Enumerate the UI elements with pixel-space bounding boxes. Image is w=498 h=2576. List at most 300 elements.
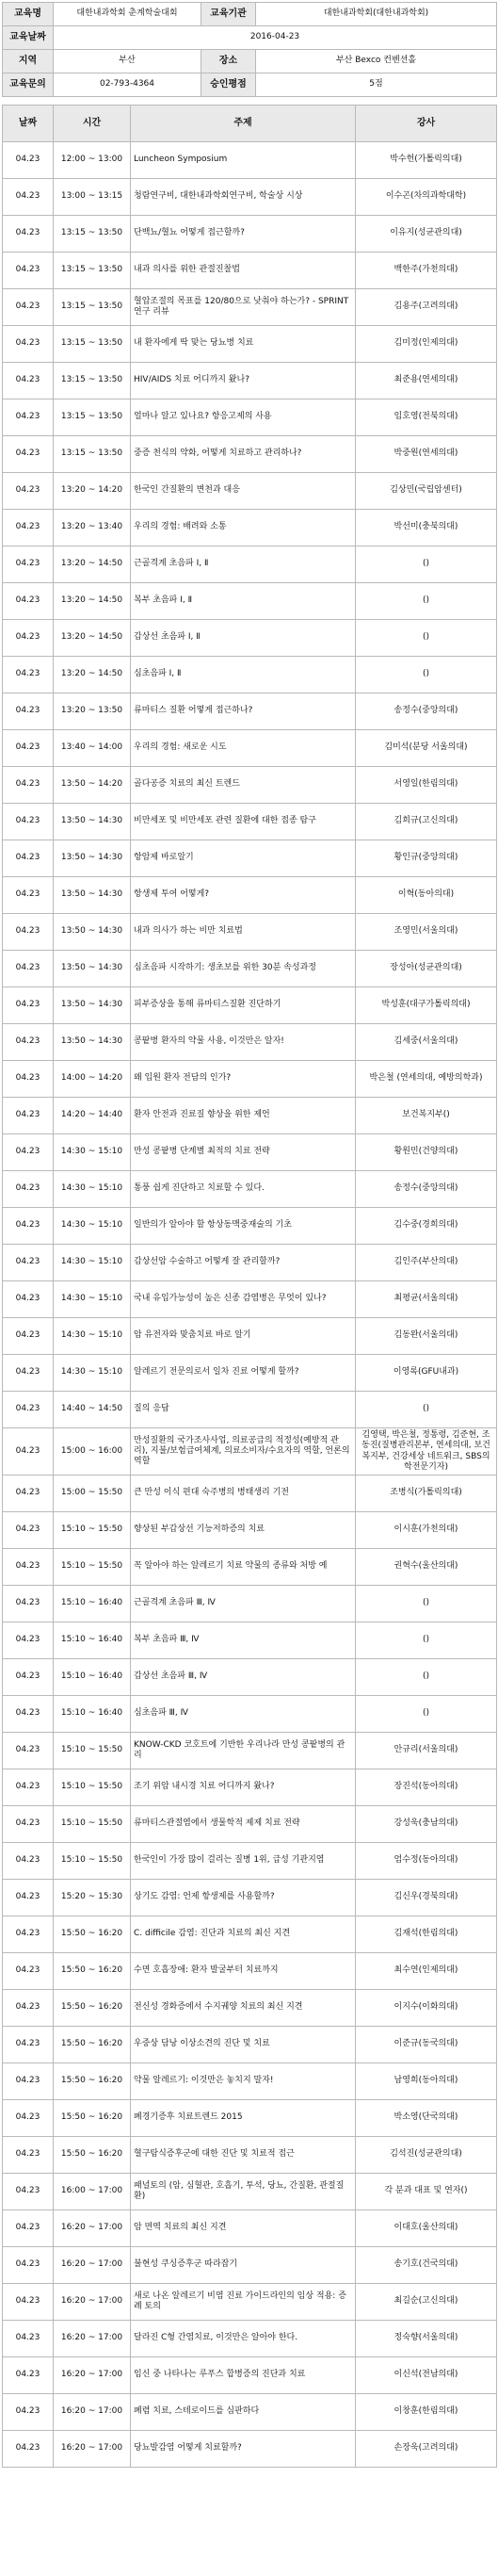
cell-time: 13:20 ~ 14:50 bbox=[54, 620, 131, 657]
cell-topic: 임신 중 나타나는 루푸스 합병증의 진단과 치료 bbox=[131, 2357, 356, 2394]
cell-date: 04.23 bbox=[3, 2100, 54, 2137]
table-row bbox=[3, 1916, 497, 1953]
table-row bbox=[3, 179, 497, 216]
table-row bbox=[3, 2247, 497, 2284]
cell-date: 04.23 bbox=[3, 1171, 54, 1208]
cell-date: 04.23 bbox=[3, 436, 54, 473]
cell-date: 04.23 bbox=[3, 1733, 54, 1769]
table-row bbox=[3, 289, 497, 326]
cell-lecturer: 조병식(가톨릭의대) bbox=[356, 1475, 497, 1512]
cell-lecturer: () bbox=[356, 546, 497, 583]
cell-date: 04.23 bbox=[3, 326, 54, 363]
cell-lecturer: 이신석(전남의대) bbox=[356, 2357, 497, 2394]
cell-lecturer: 이대호(울산의대) bbox=[356, 2210, 497, 2247]
table-row bbox=[3, 2357, 497, 2394]
cell-topic: 단백뇨/혈뇨 어떻게 접근할까? bbox=[131, 216, 356, 253]
cell-topic: KNOW-CKD 코호트에 기반한 우리나라 만성 콩팥병의 관리 bbox=[131, 1733, 356, 1769]
cell-time: 16:20 ~ 17:00 bbox=[54, 2247, 131, 2284]
cell-topic: 알레르기 전문의로서 일차 진료 어떻게 할까? bbox=[131, 1355, 356, 1392]
cell-topic: Luncheon Symposium bbox=[131, 142, 356, 179]
cell-lecturer: 김동완(서울의대) bbox=[356, 1318, 497, 1355]
cell-date: 04.23 bbox=[3, 253, 54, 289]
cell-time: 13:50 ~ 14:30 bbox=[54, 1024, 131, 1061]
cell-time: 15:00 ~ 16:00 bbox=[54, 1428, 131, 1475]
table-row bbox=[3, 657, 497, 693]
cell-date: 04.23 bbox=[3, 2394, 54, 2431]
cell-topic: 상기도 감염: 언제 항생제를 사용할까? bbox=[131, 1880, 356, 1916]
cell-date: 04.23 bbox=[3, 1769, 54, 1806]
cell-date: 04.23 bbox=[3, 1061, 54, 1098]
cell-date: 04.23 bbox=[3, 1208, 54, 1245]
table-row bbox=[3, 583, 497, 620]
cell-lecturer: () bbox=[356, 583, 497, 620]
cell-time: 15:10 ~ 15:50 bbox=[54, 1769, 131, 1806]
cell-date: 04.23 bbox=[3, 914, 54, 951]
contact-label: 교육문의 bbox=[3, 73, 54, 97]
cell-time: 16:20 ~ 17:00 bbox=[54, 2431, 131, 2468]
header-topic: 주제 bbox=[131, 106, 356, 142]
cell-lecturer: 김신우(경북의대) bbox=[356, 1880, 497, 1916]
cell-topic: 류마티스 질환 어떻게 접근하나? bbox=[131, 693, 356, 730]
cell-topic: 내 환자에게 딱 맞는 당뇨병 치료 bbox=[131, 326, 356, 363]
table-row bbox=[3, 840, 497, 877]
cell-lecturer: 이수곤(차의과학대학) bbox=[356, 179, 497, 216]
table-row bbox=[3, 1428, 497, 1475]
cell-topic: 환자 안전과 진료질 향상을 위한 제언 bbox=[131, 1098, 356, 1134]
cell-date: 04.23 bbox=[3, 2137, 54, 2174]
cell-time: 16:20 ~ 17:00 bbox=[54, 2321, 131, 2357]
cell-topic: 류마티스관절염에서 생물학적 제제 치료 전략 bbox=[131, 1806, 356, 1843]
cell-lecturer: 정숙향(서울의대) bbox=[356, 2321, 497, 2357]
cell-date: 04.23 bbox=[3, 2321, 54, 2357]
table-row bbox=[3, 510, 497, 546]
cell-topic: 만성 콩팥병 단계별 최적의 치료 전략 bbox=[131, 1134, 356, 1171]
table-row bbox=[3, 2100, 497, 2137]
cell-date: 04.23 bbox=[3, 1843, 54, 1880]
table-row bbox=[3, 1024, 497, 1061]
cell-topic: 비만세포 및 비만세포 관련 질환에 대한 접종 탐구 bbox=[131, 804, 356, 840]
cell-topic: 우리의 경험: 배려와 소통 bbox=[131, 510, 356, 546]
table-row bbox=[3, 2284, 497, 2321]
cell-time: 15:10 ~ 15:50 bbox=[54, 1733, 131, 1769]
spacer bbox=[2, 97, 496, 105]
schedule-body bbox=[3, 142, 497, 2468]
cell-time: 16:20 ~ 17:00 bbox=[54, 2357, 131, 2394]
cell-date: 04.23 bbox=[3, 2027, 54, 2063]
cell-topic: 수면 호흡장애: 환자 발굴부터 치료까지 bbox=[131, 1953, 356, 1990]
cell-date: 04.23 bbox=[3, 179, 54, 216]
cell-date: 04.23 bbox=[3, 546, 54, 583]
cell-lecturer: 이유지(성균관의대) bbox=[356, 216, 497, 253]
cell-date: 04.23 bbox=[3, 1281, 54, 1318]
cell-topic: 암 유전자와 맞춤치료 바로 알기 bbox=[131, 1318, 356, 1355]
cell-date: 04.23 bbox=[3, 1355, 54, 1392]
cell-topic: HIV/AIDS 치료 어디까지 왔나? bbox=[131, 363, 356, 399]
cell-lecturer: 송정수(중앙의대) bbox=[356, 1171, 497, 1208]
credit-label: 승인평점 bbox=[201, 73, 256, 97]
cell-date: 04.23 bbox=[3, 583, 54, 620]
table-row bbox=[3, 436, 497, 473]
cell-lecturer: 이지수(이화의대) bbox=[356, 1990, 497, 2027]
cell-topic: 갑상선 초음파 Ⅰ, Ⅱ bbox=[131, 620, 356, 657]
cell-topic: 심초음파 Ⅰ, Ⅱ bbox=[131, 657, 356, 693]
cell-lecturer: 김재석(한림의대) bbox=[356, 1916, 497, 1953]
cell-lecturer: 김미정(인제의대) bbox=[356, 326, 497, 363]
table-row bbox=[3, 730, 497, 767]
cell-time: 15:10 ~ 16:40 bbox=[54, 1659, 131, 1696]
table-row bbox=[3, 620, 497, 657]
cell-time: 14:20 ~ 14:40 bbox=[54, 1098, 131, 1134]
table-row bbox=[3, 1733, 497, 1769]
cell-lecturer: 김석진(성균관의대) bbox=[356, 2137, 497, 2174]
cell-date: 04.23 bbox=[3, 2063, 54, 2100]
cell-date: 04.23 bbox=[3, 1990, 54, 2027]
cell-date: 04.23 bbox=[3, 510, 54, 546]
cell-time: 13:50 ~ 14:30 bbox=[54, 804, 131, 840]
table-row bbox=[3, 1953, 497, 1990]
cell-date: 04.23 bbox=[3, 1245, 54, 1281]
cell-date: 04.23 bbox=[3, 1916, 54, 1953]
cell-time: 14:30 ~ 15:10 bbox=[54, 1281, 131, 1318]
cell-date: 04.23 bbox=[3, 1696, 54, 1733]
cell-time: 13:50 ~ 14:30 bbox=[54, 987, 131, 1024]
cell-time: 13:15 ~ 13:50 bbox=[54, 399, 131, 436]
table-row bbox=[3, 987, 497, 1024]
table-row bbox=[3, 1990, 497, 2027]
cell-topic: 청람연구비, 대한내과학회연구비, 학술상 시상 bbox=[131, 179, 356, 216]
cell-topic: C. difficile 감염: 진단과 치료의 최신 지견 bbox=[131, 1916, 356, 1953]
cell-date: 04.23 bbox=[3, 216, 54, 253]
cell-date: 04.23 bbox=[3, 2431, 54, 2468]
course-info-table bbox=[2, 2, 497, 97]
cell-topic: 전신성 경화증에서 수지궤양 치료의 최신 지견 bbox=[131, 1990, 356, 2027]
cell-lecturer: 조영민(서울의대) bbox=[356, 914, 497, 951]
cell-date: 04.23 bbox=[3, 2247, 54, 2284]
table-row bbox=[3, 363, 497, 399]
cell-topic: 통풍 쉽게 진단하고 치료할 수 있다. bbox=[131, 1171, 356, 1208]
schedule-table bbox=[2, 105, 497, 2468]
cell-lecturer: 송정수(중앙의대) bbox=[356, 693, 497, 730]
cell-time: 13:20 ~ 14:50 bbox=[54, 583, 131, 620]
cell-time: 15:50 ~ 16:20 bbox=[54, 2063, 131, 2100]
cell-date: 04.23 bbox=[3, 1318, 54, 1355]
table-row bbox=[3, 1586, 497, 1622]
cell-date: 04.23 bbox=[3, 730, 54, 767]
date-value: 2016-04-23 bbox=[54, 26, 497, 50]
cell-topic: 근골격계 초음파 Ⅲ, Ⅳ bbox=[131, 1586, 356, 1622]
schedule-header-row bbox=[3, 106, 497, 142]
cell-time: 13:50 ~ 14:30 bbox=[54, 877, 131, 914]
cell-time: 13:20 ~ 13:40 bbox=[54, 510, 131, 546]
cell-topic: 폐경기증후 치료트렌드 2015 bbox=[131, 2100, 356, 2137]
cell-lecturer: 이창훈(한림의대) bbox=[356, 2394, 497, 2431]
cell-lecturer: 최평균(서울의대) bbox=[356, 1281, 497, 1318]
cell-topic: 조기 위암 내시경 치료 어디까지 왔나? bbox=[131, 1769, 356, 1806]
table-row bbox=[3, 1245, 497, 1281]
table-row bbox=[3, 2394, 497, 2431]
table-row bbox=[3, 1475, 497, 1512]
table-row bbox=[3, 1098, 497, 1134]
cell-topic: 항암제 바로알기 bbox=[131, 840, 356, 877]
cell-lecturer: 김상민(국립암센터) bbox=[356, 473, 497, 510]
cell-topic: 일반의가 알아야 할 항상동맥중재술의 기초 bbox=[131, 1208, 356, 1245]
cell-date: 04.23 bbox=[3, 951, 54, 987]
cell-time: 13:15 ~ 13:50 bbox=[54, 253, 131, 289]
cell-date: 04.23 bbox=[3, 1392, 54, 1428]
cell-time: 15:50 ~ 16:20 bbox=[54, 1916, 131, 1953]
table-row bbox=[3, 2174, 497, 2210]
cell-date: 04.23 bbox=[3, 473, 54, 510]
cell-topic: 복부 초음파 Ⅰ, Ⅱ bbox=[131, 583, 356, 620]
table-row bbox=[3, 1134, 497, 1171]
cell-date: 04.23 bbox=[3, 289, 54, 326]
cell-time: 13:15 ~ 13:50 bbox=[54, 216, 131, 253]
cell-topic: 중증 천식의 약화, 어떻게 치료하고 관리하나? bbox=[131, 436, 356, 473]
table-row bbox=[3, 693, 497, 730]
cell-time: 14:30 ~ 15:10 bbox=[54, 1171, 131, 1208]
cell-lecturer: 박은철 (연세의대, 예방의학과) bbox=[356, 1061, 497, 1098]
table-row bbox=[3, 399, 497, 436]
cell-time: 14:30 ~ 15:10 bbox=[54, 1208, 131, 1245]
cell-topic: 우리의 경험: 새로운 시도 bbox=[131, 730, 356, 767]
cell-lecturer: () bbox=[356, 1586, 497, 1622]
cell-topic: 국내 유입가능성이 높은 신종 감염병은 무엇이 있나? bbox=[131, 1281, 356, 1318]
table-row bbox=[3, 1318, 497, 1355]
cell-time: 15:10 ~ 15:50 bbox=[54, 1806, 131, 1843]
cell-topic: 골다공증 치료의 최신 트렌드 bbox=[131, 767, 356, 804]
cell-topic: 혈압조절의 목표를 120/80으로 낮춰야 하는가? - SPRINT 연구 리뷰 bbox=[131, 289, 356, 326]
cell-time: 16:20 ~ 17:00 bbox=[54, 2284, 131, 2321]
cell-time: 15:10 ~ 15:50 bbox=[54, 1512, 131, 1549]
cell-lecturer: 박소영(단국의대) bbox=[356, 2100, 497, 2137]
cell-time: 15:10 ~ 16:40 bbox=[54, 1586, 131, 1622]
credit-value: 5점 bbox=[256, 73, 497, 97]
cell-topic: 항생제 투여 어떻게? bbox=[131, 877, 356, 914]
cell-topic: 꼭 알아야 하는 알레르기 치료 약물의 종류와 처방 예 bbox=[131, 1549, 356, 1586]
table-row bbox=[3, 2137, 497, 2174]
cell-date: 04.23 bbox=[3, 1659, 54, 1696]
page bbox=[2, 2, 496, 2468]
course-name-value: 대한내과학회 춘계학술대회 bbox=[54, 3, 201, 26]
cell-time: 14:30 ~ 15:10 bbox=[54, 1318, 131, 1355]
table-row bbox=[3, 253, 497, 289]
cell-lecturer: () bbox=[356, 1392, 497, 1428]
cell-time: 13:50 ~ 14:20 bbox=[54, 767, 131, 804]
cell-date: 04.23 bbox=[3, 363, 54, 399]
cell-time: 15:10 ~ 16:40 bbox=[54, 1622, 131, 1659]
table-row bbox=[3, 951, 497, 987]
cell-topic: 당뇨발감염 어떻게 치료할까? bbox=[131, 2431, 356, 2468]
table-row bbox=[3, 1171, 497, 1208]
table-row bbox=[3, 546, 497, 583]
cell-lecturer: 김수중(경희의대) bbox=[356, 1208, 497, 1245]
cell-lecturer: 김인주(부산의대) bbox=[356, 1245, 497, 1281]
cell-topic: 내과 의사를 위한 관절진찰법 bbox=[131, 253, 356, 289]
cell-date: 04.23 bbox=[3, 1512, 54, 1549]
table-row bbox=[3, 1281, 497, 1318]
cell-topic: 달라진 C형 간염치료, 이것만은 알아야 한다. bbox=[131, 2321, 356, 2357]
cell-lecturer: 각 분과 대표 및 연자() bbox=[356, 2174, 497, 2210]
cell-time: 13:20 ~ 14:50 bbox=[54, 657, 131, 693]
cell-time: 16:00 ~ 17:00 bbox=[54, 2174, 131, 2210]
cell-time: 13:15 ~ 13:50 bbox=[54, 436, 131, 473]
cell-time: 15:50 ~ 16:20 bbox=[54, 1990, 131, 2027]
cell-lecturer: 최길순(고신의대) bbox=[356, 2284, 497, 2321]
course-name-label: 교육명 bbox=[3, 3, 54, 26]
cell-date: 04.23 bbox=[3, 840, 54, 877]
cell-date: 04.23 bbox=[3, 2357, 54, 2394]
cell-date: 04.23 bbox=[3, 1953, 54, 1990]
cell-time: 13:40 ~ 14:00 bbox=[54, 730, 131, 767]
cell-time: 13:15 ~ 13:50 bbox=[54, 326, 131, 363]
cell-lecturer: 안규리(서울의대) bbox=[356, 1733, 497, 1769]
table-row bbox=[3, 2027, 497, 2063]
cell-lecturer: 권혁수(울산의대) bbox=[356, 1549, 497, 1586]
cell-topic: 심초음파 Ⅲ, Ⅳ bbox=[131, 1696, 356, 1733]
date-label: 교육날짜 bbox=[3, 26, 54, 50]
cell-time: 14:30 ~ 15:10 bbox=[54, 1355, 131, 1392]
info-row-region bbox=[3, 50, 497, 73]
table-row bbox=[3, 1843, 497, 1880]
cell-date: 04.23 bbox=[3, 1098, 54, 1134]
cell-time: 16:20 ~ 17:00 bbox=[54, 2394, 131, 2431]
cell-lecturer: 보건복지부() bbox=[356, 1098, 497, 1134]
cell-topic: 얼마나 알고 있나요? 항응고제의 사용 bbox=[131, 399, 356, 436]
cell-topic: 암 면역 치료의 최신 지견 bbox=[131, 2210, 356, 2247]
cell-topic: 만성질환의 국가조사사업, 의료공급의 적정성(예방적 관리), 지불/보험급여체계, 의료소비자/수요자의 역할, 언론의 역할 bbox=[131, 1428, 356, 1475]
info-row-contact bbox=[3, 73, 497, 97]
cell-date: 04.23 bbox=[3, 399, 54, 436]
header-date: 날짜 bbox=[3, 106, 54, 142]
table-row bbox=[3, 2210, 497, 2247]
cell-time: 15:50 ~ 16:20 bbox=[54, 2027, 131, 2063]
cell-time: 14:00 ~ 14:20 bbox=[54, 1061, 131, 1098]
table-row bbox=[3, 1622, 497, 1659]
cell-topic: 질의 응답 bbox=[131, 1392, 356, 1428]
table-row bbox=[3, 1208, 497, 1245]
cell-time: 15:20 ~ 15:30 bbox=[54, 1880, 131, 1916]
cell-topic: 우중상 담낭 이상소견의 진단 및 치료 bbox=[131, 2027, 356, 2063]
cell-date: 04.23 bbox=[3, 1549, 54, 1586]
cell-lecturer: 장진석(동아의대) bbox=[356, 1769, 497, 1806]
info-row-name bbox=[3, 3, 497, 26]
cell-date: 04.23 bbox=[3, 1586, 54, 1622]
cell-lecturer: 황원민(건양의대) bbox=[356, 1134, 497, 1171]
table-row bbox=[3, 804, 497, 840]
cell-date: 04.23 bbox=[3, 2210, 54, 2247]
region-value: 부산 bbox=[54, 50, 201, 73]
cell-lecturer: 김용주(고려의대) bbox=[356, 289, 497, 326]
cell-lecturer: 박수헌(가톨릭의대) bbox=[356, 142, 497, 179]
table-row bbox=[3, 2063, 497, 2100]
table-row bbox=[3, 1512, 497, 1549]
table-row bbox=[3, 914, 497, 951]
cell-time: 16:20 ~ 17:00 bbox=[54, 2210, 131, 2247]
cell-time: 14:30 ~ 15:10 bbox=[54, 1134, 131, 1171]
table-row bbox=[3, 1061, 497, 1098]
table-row bbox=[3, 1880, 497, 1916]
cell-topic: 혈구탐식증후군에 대한 진단 및 치료적 접근 bbox=[131, 2137, 356, 2174]
cell-lecturer: () bbox=[356, 657, 497, 693]
cell-date: 04.23 bbox=[3, 877, 54, 914]
cell-topic: 큰 만성 이식 편대 숙주병의 병태생리 기전 bbox=[131, 1475, 356, 1512]
contact-value: 02-793-4364 bbox=[54, 73, 201, 97]
cell-topic: 왜 입원 환자 전담의 인가? bbox=[131, 1061, 356, 1098]
cell-lecturer: 송기호(건국의대) bbox=[356, 2247, 497, 2284]
cell-date: 04.23 bbox=[3, 142, 54, 179]
cell-lecturer: 강성욱(충남의대) bbox=[356, 1806, 497, 1843]
cell-lecturer: 남영희(동아의대) bbox=[356, 2063, 497, 2100]
cell-time: 15:10 ~ 16:40 bbox=[54, 1696, 131, 1733]
cell-lecturer: () bbox=[356, 1659, 497, 1696]
region-label: 지역 bbox=[3, 50, 54, 73]
cell-time: 13:20 ~ 14:50 bbox=[54, 546, 131, 583]
cell-time: 15:10 ~ 15:50 bbox=[54, 1549, 131, 1586]
cell-lecturer: () bbox=[356, 620, 497, 657]
table-row bbox=[3, 1549, 497, 1586]
cell-date: 04.23 bbox=[3, 2284, 54, 2321]
cell-lecturer: 임호영(전북의대) bbox=[356, 399, 497, 436]
cell-date: 04.23 bbox=[3, 1024, 54, 1061]
table-row bbox=[3, 877, 497, 914]
cell-topic: 내과 의사가 하는 비만 치료법 bbox=[131, 914, 356, 951]
cell-lecturer: 김세중(서울의대) bbox=[356, 1024, 497, 1061]
cell-topic: 콩팥병 환자의 약물 사용, 이것만은 알자! bbox=[131, 1024, 356, 1061]
cell-topic: 향상된 부갑상선 기능저하증의 치료 bbox=[131, 1512, 356, 1549]
cell-topic: 새로 나온 알레르기 비염 진료 가이드라인의 임상 적용: 증례 토의 bbox=[131, 2284, 356, 2321]
cell-time: 15:00 ~ 15:50 bbox=[54, 1475, 131, 1512]
cell-date: 04.23 bbox=[3, 1428, 54, 1475]
cell-date: 04.23 bbox=[3, 2174, 54, 2210]
institution-label: 교육기관 bbox=[201, 3, 256, 26]
venue-label: 장소 bbox=[201, 50, 256, 73]
cell-lecturer: 박성훈(대구가톨릭의대) bbox=[356, 987, 497, 1024]
cell-topic: 폐렴 치료, 스테로이드를 심판하다 bbox=[131, 2394, 356, 2431]
table-row bbox=[3, 1392, 497, 1428]
cell-date: 04.23 bbox=[3, 987, 54, 1024]
table-row bbox=[3, 142, 497, 179]
cell-time: 13:00 ~ 13:15 bbox=[54, 179, 131, 216]
cell-lecturer: 박선미(충북의대) bbox=[356, 510, 497, 546]
cell-lecturer: 김영택, 박은철, 정통령, 김준현, 조동진(질병관리본부, 연세의대, 보건복지부, 건강세상 네트워크, SBS의학전문기자) bbox=[356, 1428, 497, 1475]
cell-time: 13:20 ~ 13:50 bbox=[54, 693, 131, 730]
venue-value: 부산 Bexco 컨벤션홀 bbox=[256, 50, 497, 73]
cell-lecturer: 황인규(중앙의대) bbox=[356, 840, 497, 877]
cell-date: 04.23 bbox=[3, 620, 54, 657]
cell-lecturer: 손장욱(고려의대) bbox=[356, 2431, 497, 2468]
table-row bbox=[3, 1659, 497, 1696]
table-row bbox=[3, 1696, 497, 1733]
cell-topic: 심초음파 시작하기: 생초보를 위한 30분 속성과정 bbox=[131, 951, 356, 987]
table-row bbox=[3, 473, 497, 510]
cell-date: 04.23 bbox=[3, 657, 54, 693]
cell-lecturer: 서영일(한림의대) bbox=[356, 767, 497, 804]
cell-topic: 갑상선 초음파 Ⅲ, Ⅳ bbox=[131, 1659, 356, 1696]
cell-topic: 피부증상을 통해 류마티스질환 진단하기 bbox=[131, 987, 356, 1024]
cell-time: 13:15 ~ 13:50 bbox=[54, 363, 131, 399]
cell-date: 04.23 bbox=[3, 1880, 54, 1916]
table-row bbox=[3, 1355, 497, 1392]
institution-value: 대한내과학회(대한내과학회) bbox=[256, 3, 497, 26]
cell-topic: 한국인이 가장 많이 걸리는 질병 1위, 급성 기관지염 bbox=[131, 1843, 356, 1880]
cell-lecturer: 김미석(분당 서울의대) bbox=[356, 730, 497, 767]
cell-lecturer: 이준규(동국의대) bbox=[356, 2027, 497, 2063]
table-row bbox=[3, 216, 497, 253]
cell-date: 04.23 bbox=[3, 693, 54, 730]
cell-time: 15:50 ~ 16:20 bbox=[54, 2100, 131, 2137]
table-row bbox=[3, 1806, 497, 1843]
cell-topic: 한국인 간질환의 변천과 대응 bbox=[131, 473, 356, 510]
